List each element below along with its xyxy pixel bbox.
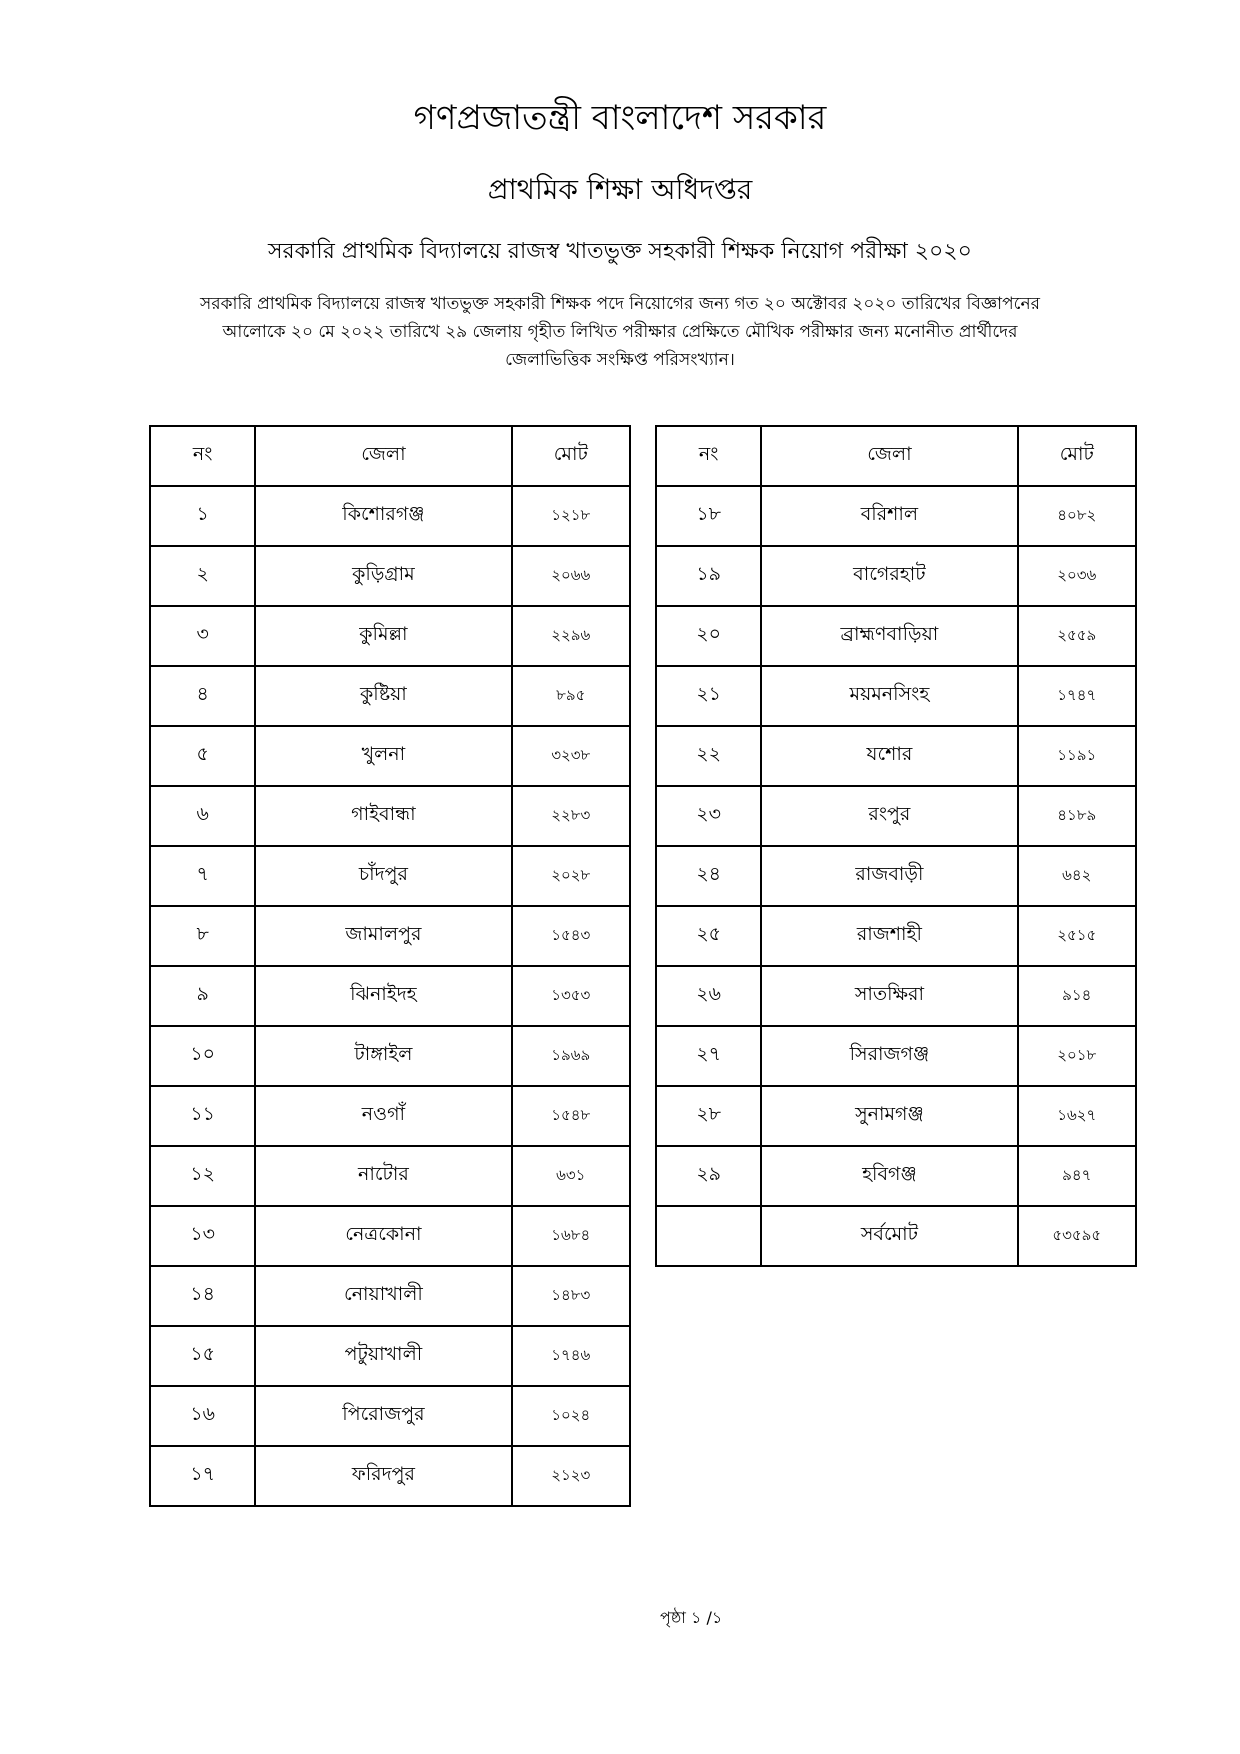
- table-row: [656, 546, 1136, 606]
- district-total: ১৫৪৮: [512, 1086, 631, 1146]
- row-number: ২৯: [656, 1146, 761, 1206]
- district-name: সর্বমোট: [761, 1206, 1017, 1266]
- row-number: ১৬: [150, 1386, 255, 1446]
- district-name: খুলনা: [255, 726, 511, 786]
- table-row: [656, 726, 1136, 786]
- column-header-district: জেলা: [761, 426, 1017, 486]
- column-header-no: নং: [150, 426, 255, 486]
- district-name: পটুয়াখালী: [255, 1326, 511, 1386]
- table-row: [656, 486, 1136, 546]
- district-name: রংপুর: [761, 786, 1017, 846]
- district-total: ২০১৮: [1018, 1026, 1137, 1086]
- district-name: সিরাজগঞ্জ: [761, 1026, 1017, 1086]
- district-name: কুড়িগ্রাম: [255, 546, 511, 606]
- district-name: জামালপুর: [255, 906, 511, 966]
- district-total: ২০৩৬: [1018, 546, 1137, 606]
- table-row: [150, 906, 630, 966]
- district-total: ৪১৮৯: [1018, 786, 1137, 846]
- table-row: [656, 966, 1136, 1026]
- table-row: [656, 1206, 1136, 1266]
- district-name: রাজশাহী: [761, 906, 1017, 966]
- district-name: ফরিদপুর: [255, 1446, 511, 1506]
- row-number: ১৭: [150, 1446, 255, 1506]
- row-number: ২: [150, 546, 255, 606]
- table-row: [656, 1086, 1136, 1146]
- district-total: ১৯৬৯: [512, 1026, 631, 1086]
- table-row: [656, 666, 1136, 726]
- table-row: [656, 1026, 1136, 1086]
- table-row: [150, 786, 630, 846]
- row-number: ১৯: [656, 546, 761, 606]
- row-number: ৬: [150, 786, 255, 846]
- district-total: ১৭৪৭: [1018, 666, 1137, 726]
- page-number: পৃষ্ঠা ১ /১: [660, 1608, 723, 1627]
- district-total: ১৭৪৬: [512, 1326, 631, 1386]
- district-name: টাঙ্গাইল: [255, 1026, 511, 1086]
- district-name: রাজবাড়ী: [761, 846, 1017, 906]
- row-number: ১৩: [150, 1206, 255, 1266]
- row-number: ২৭: [656, 1026, 761, 1086]
- district-total: ১৬৮৪: [512, 1206, 631, 1266]
- table-row: [656, 1146, 1136, 1206]
- row-number: ৯: [150, 966, 255, 1026]
- district-name: বরিশাল: [761, 486, 1017, 546]
- district-total: ৫৩৫৯৫: [1018, 1206, 1137, 1266]
- table-row: [150, 1206, 630, 1266]
- district-total: ১১৯১: [1018, 726, 1137, 786]
- district-total: ২০২৮: [512, 846, 631, 906]
- table-body-left: [150, 486, 630, 1506]
- table-row: [150, 1326, 630, 1386]
- table-row: [656, 786, 1136, 846]
- row-number: ২৫: [656, 906, 761, 966]
- district-table-left: [149, 425, 631, 1507]
- district-name: ময়মনসিংহ: [761, 666, 1017, 726]
- district-name: কিশোরগঞ্জ: [255, 486, 511, 546]
- district-table-right: [655, 425, 1137, 1267]
- table-row: [150, 1026, 630, 1086]
- row-number: ১৫: [150, 1326, 255, 1386]
- note-line-1: সরকারি প্রাথমিক বিদ্যালয়ে রাজস্ব খাতভুক্ত সহকারী শিক্ষক পদে নিয়োগের জন্য গত ২০ অক্টোবর ২০২০ তারিখের বিজ্ঞাপনের: [200, 294, 1040, 314]
- district-name: বাগেরহাট: [761, 546, 1017, 606]
- government-title: গণপ্রজাতন্ত্রী বাংলাদেশ সরকার: [413, 98, 827, 138]
- district-total: ২২৮৩: [512, 786, 631, 846]
- row-number: ২৮: [656, 1086, 761, 1146]
- district-name: ব্রাহ্মণবাড়িয়া: [761, 606, 1017, 666]
- district-name: গাইবান্ধা: [255, 786, 511, 846]
- table-row: [150, 486, 630, 546]
- table-row: [150, 846, 630, 906]
- column-header-district: জেলা: [255, 426, 511, 486]
- directorate-title: প্রাথমিক শিক্ষা অধিদপ্তর: [487, 173, 753, 206]
- district-name: সাতক্ষিরা: [761, 966, 1017, 1026]
- description-note: [130, 290, 1110, 374]
- district-total: ১৫৪৩: [512, 906, 631, 966]
- district-total: ২১২৩: [512, 1446, 631, 1506]
- district-total: ৯৪৭: [1018, 1146, 1137, 1206]
- row-number: ১১: [150, 1086, 255, 1146]
- column-header-total: মোট: [512, 426, 631, 486]
- district-name: হবিগঞ্জ: [761, 1146, 1017, 1206]
- table-header-row: [656, 426, 1136, 486]
- district-total: ২০৬৬: [512, 546, 631, 606]
- row-number: ১৮: [656, 486, 761, 546]
- table-row: [150, 1386, 630, 1446]
- district-total: ১৬২৭: [1018, 1086, 1137, 1146]
- row-number: ২১: [656, 666, 761, 726]
- note-line-2: আলোকে ২০ মে ২০২২ তারিখে ২৯ জেলায় গৃহীত লিখিত পরীক্ষার প্রেক্ষিতে মৌখিক পরীক্ষার জন্য মনোনীত প্রার্থীদের: [222, 322, 1018, 342]
- table-row: [656, 906, 1136, 966]
- table-header-row: [150, 426, 630, 486]
- row-number: ১৪: [150, 1266, 255, 1326]
- district-total: ২২৯৬: [512, 606, 631, 666]
- district-total: ৯১৪: [1018, 966, 1137, 1026]
- district-total: ১০২৪: [512, 1386, 631, 1446]
- district-name: সুনামগঞ্জ: [761, 1086, 1017, 1146]
- note-line-3: জেলাভিত্তিক সংক্ষিপ্ত পরিসংখ্যান।: [505, 350, 735, 370]
- district-total: ৬৪২: [1018, 846, 1137, 906]
- district-name: ঝিনাইদহ: [255, 966, 511, 1026]
- row-number: [656, 1206, 761, 1266]
- table-row: [150, 1266, 630, 1326]
- table-row: [150, 726, 630, 786]
- table-row: [656, 606, 1136, 666]
- table-row: [150, 1086, 630, 1146]
- district-total: ৮৯৫: [512, 666, 631, 726]
- district-name: নেত্রকোনা: [255, 1206, 511, 1266]
- district-total: ২৫১৫: [1018, 906, 1137, 966]
- row-number: ৪: [150, 666, 255, 726]
- district-name: চাঁদপুর: [255, 846, 511, 906]
- row-number: ২২: [656, 726, 761, 786]
- district-total: ১৩৫৩: [512, 966, 631, 1026]
- table-row: [656, 846, 1136, 906]
- row-number: ২০: [656, 606, 761, 666]
- district-name: যশোর: [761, 726, 1017, 786]
- row-number: ৩: [150, 606, 255, 666]
- district-name: পিরোজপুর: [255, 1386, 511, 1446]
- district-total: ৬৩১: [512, 1146, 631, 1206]
- column-header-no: নং: [656, 426, 761, 486]
- district-total: ১২১৮: [512, 486, 631, 546]
- district-total: ২৫৫৯: [1018, 606, 1137, 666]
- table-row: [150, 546, 630, 606]
- table-row: [150, 666, 630, 726]
- table-body-right: [656, 486, 1136, 1266]
- row-number: ৫: [150, 726, 255, 786]
- row-number: ৭: [150, 846, 255, 906]
- table-row: [150, 606, 630, 666]
- row-number: ২৬: [656, 966, 761, 1026]
- row-number: ১০: [150, 1026, 255, 1086]
- district-name: কুমিল্লা: [255, 606, 511, 666]
- table-row: [150, 1446, 630, 1506]
- district-name: কুষ্টিয়া: [255, 666, 511, 726]
- row-number: ৮: [150, 906, 255, 966]
- row-number: ১: [150, 486, 255, 546]
- district-name: নাটোর: [255, 1146, 511, 1206]
- column-header-total: মোট: [1018, 426, 1137, 486]
- exam-title: সরকারি প্রাথমিক বিদ্যালয়ে রাজস্ব খাতভুক্ত সহকারী শিক্ষক নিয়োগ পরীক্ষা ২০২০: [268, 239, 972, 264]
- row-number: ২৩: [656, 786, 761, 846]
- district-total: ১৪৮৩: [512, 1266, 631, 1326]
- table-row: [150, 966, 630, 1026]
- table-row: [150, 1146, 630, 1206]
- row-number: ২৪: [656, 846, 761, 906]
- row-number: ১২: [150, 1146, 255, 1206]
- district-total: ৩২৩৮: [512, 726, 631, 786]
- district-total: ৪০৮২: [1018, 486, 1137, 546]
- district-name: নওগাঁ: [255, 1086, 511, 1146]
- district-name: নোয়াখালী: [255, 1266, 511, 1326]
